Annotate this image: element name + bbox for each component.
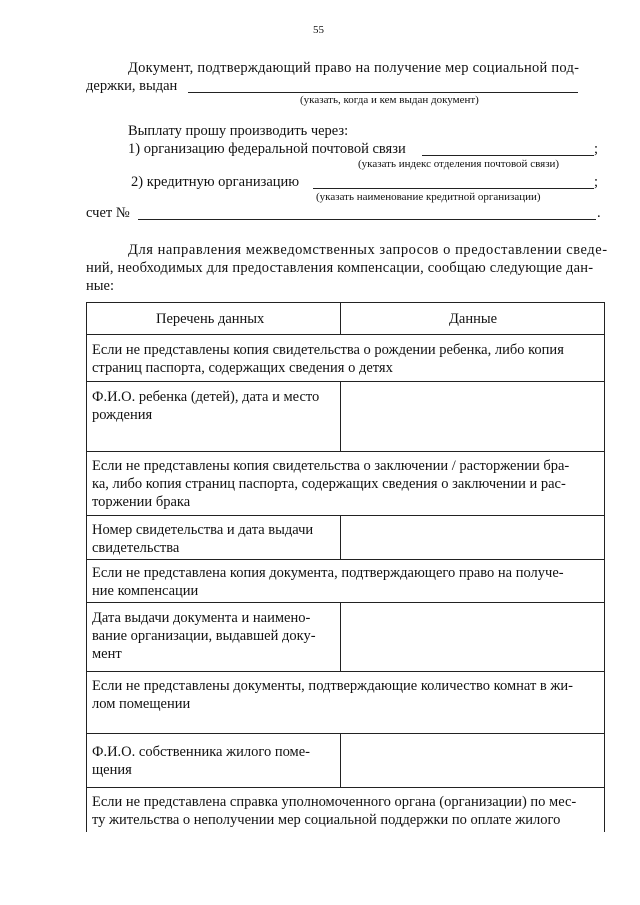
account-end: . — [597, 205, 601, 221]
table-row-4-line-1: ние компенсации — [92, 583, 199, 599]
paragraph-line-2: ний, необходимых для предоставления компенсации, сообщаю следующие дан- — [86, 260, 594, 276]
certificate-number-input[interactable] — [341, 516, 605, 559]
table-row-5-label-1: вание организации, выдавшей доку- — [92, 628, 316, 644]
table-row-0-line-1: страниц паспорта, содержащих сведения о детях — [92, 360, 393, 376]
paragraph-line-3: ные: — [86, 278, 114, 294]
table-row-5-label-0: Дата выдачи документа и наимено- — [92, 610, 311, 626]
data-table — [86, 302, 605, 832]
credit-org-hint: (указать наименование кредитной организации) — [316, 191, 541, 203]
table-row-2-line-0: Если не представлены копия свидетельства о заключении / расторжении бра- — [92, 458, 570, 474]
option-credit: 2) кредитную организацию — [131, 174, 300, 190]
postal-index-field[interactable] — [422, 155, 594, 156]
table-row-7-label-1: щения — [92, 762, 132, 778]
document-issued-hint: (указать, когда и кем выдан документ) — [300, 94, 479, 106]
document-issued-field[interactable] — [188, 92, 578, 93]
option-postal: 1) организацию федеральной почтовой связи — [128, 141, 406, 157]
payment-intro: Выплату прошу производить через: — [128, 123, 349, 139]
table-row-8-line-0: Если не представлена справка уполномоченного органа (организации) по мес- — [92, 794, 577, 810]
table-header-list: Перечень данных — [156, 311, 265, 327]
account-field[interactable] — [138, 219, 596, 220]
table-row-8-line-1: ту жительства о неполучении мер социальной поддержки по оплате жилого — [92, 812, 561, 828]
table-row-3-label-0: Номер свидетельства и дата выдачи — [92, 522, 314, 538]
table-row-2-line-2: торжении брака — [92, 494, 191, 510]
page-number: 55 — [313, 24, 324, 36]
table-row-6-line-1: лом помещении — [92, 696, 191, 712]
option-postal-end: ; — [594, 141, 599, 157]
owner-name-input[interactable] — [341, 734, 605, 787]
option-credit-end: ; — [594, 174, 599, 190]
document-issue-input[interactable] — [341, 603, 605, 671]
table-row-4-line-0: Если не представлена копия документа, подтверждающего право на получе- — [92, 565, 564, 581]
document-issued-label: держки, выдан — [86, 78, 178, 94]
child-name-birth-input[interactable] — [341, 382, 605, 451]
table-row-1-label-0: Ф.И.О. ребенка (детей), дата и место — [92, 389, 320, 405]
table-header-data: Данные — [449, 311, 498, 327]
table-row-0-line-0: Если не представлены копия свидетельства о рождении ребенка, либо копия — [92, 342, 564, 358]
account-label: счет № — [86, 205, 130, 221]
document-line-1: Документ, подтверждающий право на получение мер социальной под- — [128, 60, 580, 76]
table-row-6-line-0: Если не представлены документы, подтверждающие количество комнат в жи- — [92, 678, 573, 694]
postal-index-hint: (указать индекс отделения почтовой связи) — [358, 158, 560, 170]
table-row-1-label-1: рождения — [92, 407, 153, 423]
table-row-2-line-1: ка, либо копия страниц паспорта, содержащих сведения о заключении и рас- — [92, 476, 566, 492]
table-row-7-label-0: Ф.И.О. собственника жилого поме- — [92, 744, 310, 760]
table-row-5-label-2: мент — [92, 646, 122, 662]
paragraph-line-1: Для направления межведомственных запросов о предоставлении сведе- — [128, 242, 608, 258]
credit-org-field[interactable] — [313, 188, 594, 189]
table-row-3-label-1: свидетельства — [92, 540, 180, 556]
